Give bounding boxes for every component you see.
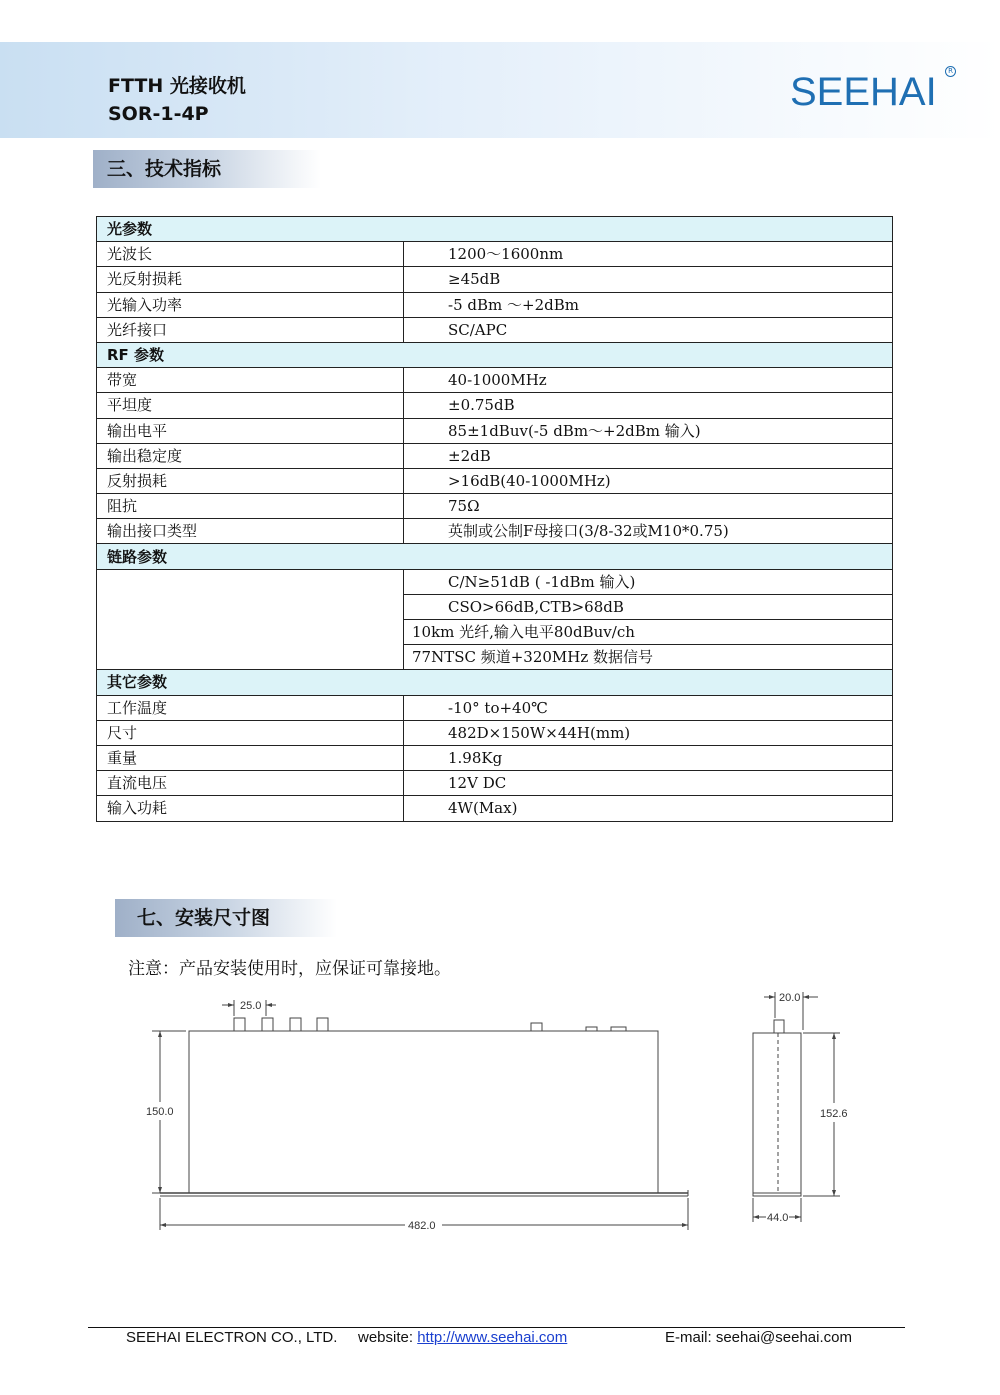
row-label: 直流电压 [97, 771, 404, 796]
table-row [97, 695, 893, 720]
table-row [97, 267, 893, 292]
row-label: 平坦度 [97, 393, 404, 418]
table-row [97, 292, 893, 317]
row-label: 光纤接口 [97, 317, 404, 342]
group-other: 其它参数 [97, 670, 893, 695]
row-label: 光波长 [97, 242, 404, 267]
side-body [753, 1033, 801, 1193]
row-label: 输出稳定度 [97, 443, 404, 468]
row-value: 482D×150W×44H(mm) [404, 720, 893, 745]
row-value: 1.98Kg [404, 745, 893, 770]
table-row [97, 494, 893, 519]
row-value: 1200～1600nm [404, 242, 893, 267]
row-value: 75Ω [404, 494, 893, 519]
spec-table [96, 216, 893, 822]
table-row [97, 317, 893, 342]
row-value: C/N≥51dB ( -1dBm 输入) [404, 569, 893, 594]
installation-drawing [0, 985, 1000, 1245]
row-value: SC/APC [404, 317, 893, 342]
table-row [97, 720, 893, 745]
table-row [97, 418, 893, 443]
dim-25: 25.0 [240, 1000, 262, 1012]
table-row [97, 393, 893, 418]
row-label: 输入功耗 [97, 796, 404, 821]
registered-mark: R [945, 66, 956, 77]
document-title [108, 72, 246, 128]
table-row [97, 242, 893, 267]
row-value: ≥45dB [404, 267, 893, 292]
table-row [97, 443, 893, 468]
website-label: website: [358, 1329, 414, 1346]
connector [317, 1018, 328, 1031]
row-label-empty [97, 569, 404, 670]
connector [262, 1018, 273, 1031]
row-value: 85±1dBuv(-5 dBm～+2dBm 输入) [404, 418, 893, 443]
front-body [189, 1031, 658, 1193]
row-value: -5 dBm ～+2dBm [404, 292, 893, 317]
install-note: 注意：产品安装使用时，应保证可靠接地。 [128, 959, 451, 979]
dim-20: 20.0 [779, 992, 801, 1004]
row-label: 输出电平 [97, 418, 404, 443]
table-row [97, 519, 893, 544]
row-value: -10° to+40℃ [404, 695, 893, 720]
row-label: 阻抗 [97, 494, 404, 519]
row-value: ±0.75dB [404, 393, 893, 418]
connector [531, 1023, 542, 1031]
group-rf: RF 参数 [97, 342, 893, 367]
product-name: FTTH 光接收机 [108, 75, 246, 97]
row-label: 工作温度 [97, 695, 404, 720]
connector [586, 1027, 597, 1031]
row-value: >16dB(40-1000MHz) [404, 468, 893, 493]
table-row [97, 569, 893, 594]
table-row [97, 368, 893, 393]
row-label: 光反射损耗 [97, 267, 404, 292]
table-row [97, 771, 893, 796]
table-row [97, 796, 893, 821]
side-connector [774, 1020, 784, 1033]
row-value: 英制或公制F母接口(3/8-32或M10*0.75) [404, 519, 893, 544]
row-value: 10km 光纤,输入电平80dBuv/ch [404, 620, 893, 645]
row-value: CSO>66dB,CTB>68dB [404, 594, 893, 619]
row-value: 4W(Max) [404, 796, 893, 821]
row-label: 反射损耗 [97, 468, 404, 493]
row-label: 尺寸 [97, 720, 404, 745]
row-label: 光输入功率 [97, 292, 404, 317]
table-row [97, 745, 893, 770]
connector [290, 1018, 301, 1031]
section-heading-install: 七、安装尺寸图 [115, 899, 337, 937]
footer-company: SEEHAI ELECTRON CO., LTD. [126, 1329, 338, 1346]
footer-email: E-mail: seehai@seehai.com [665, 1329, 852, 1346]
footer-website [358, 1328, 567, 1348]
connector [234, 1018, 245, 1031]
website-link[interactable]: http://www.seehai.com [417, 1329, 568, 1346]
row-value: 40-1000MHz [404, 368, 893, 393]
dim-152: 152.6 [820, 1108, 848, 1120]
section-heading-specs: 三、技术指标 [93, 150, 321, 188]
row-label: 输出接口类型 [97, 519, 404, 544]
group-optical: 光参数 [97, 217, 893, 242]
model-number: SOR-1-4P [108, 103, 209, 125]
table-row [97, 468, 893, 493]
row-value: ±2dB [404, 443, 893, 468]
connector [611, 1027, 626, 1031]
row-label: 重量 [97, 745, 404, 770]
row-value: 12V DC [404, 771, 893, 796]
row-label: 带宽 [97, 368, 404, 393]
dim-482: 482.0 [408, 1220, 436, 1232]
dim-150: 150.0 [146, 1106, 174, 1118]
group-link: 链路参数 [97, 544, 893, 569]
dim-44: 44.0 [767, 1212, 789, 1224]
company-logo: SEEHAI [790, 70, 937, 114]
row-value: 77NTSC 频道+320MHz 数据信号 [404, 645, 893, 670]
